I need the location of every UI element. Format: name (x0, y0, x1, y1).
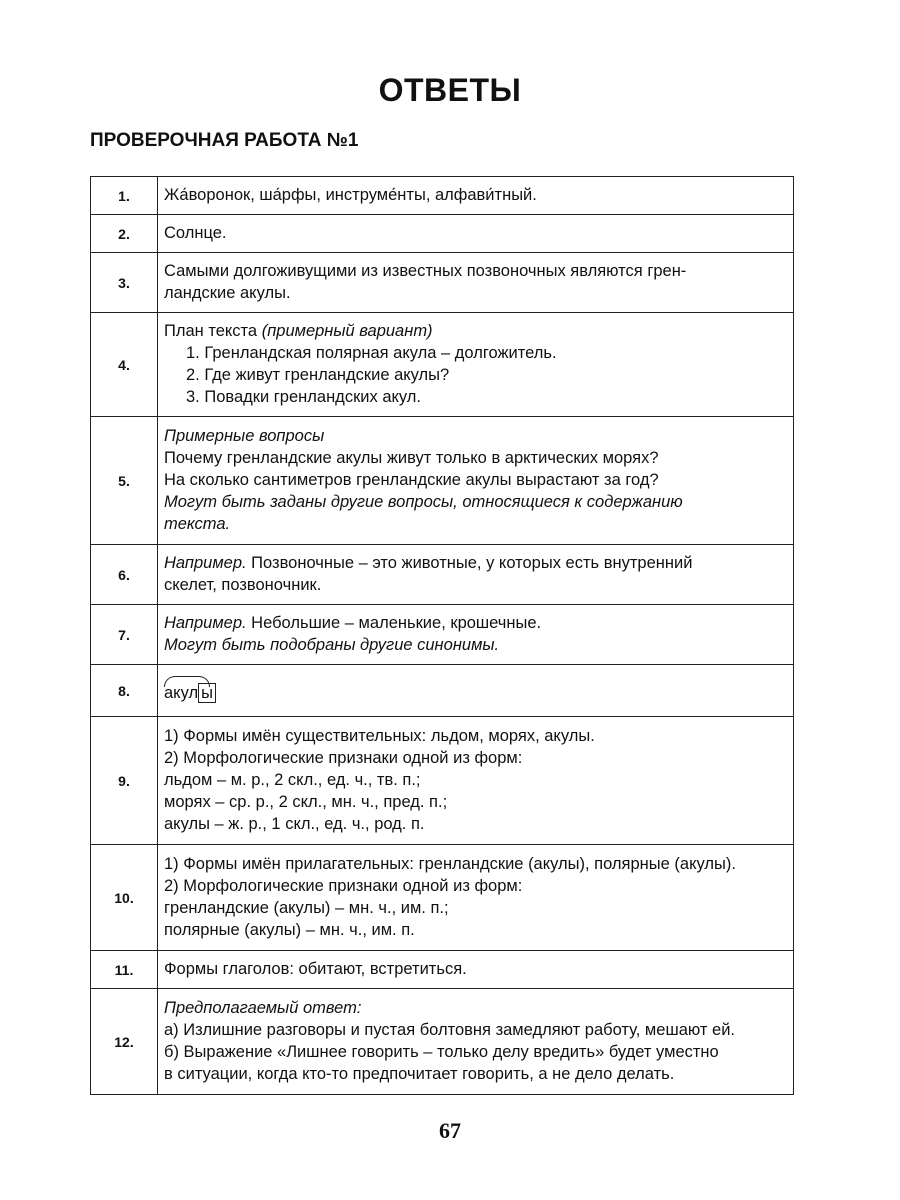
page-number: 67 (439, 1118, 461, 1143)
plan-item: 3. Повадки гренландских акул. (186, 388, 422, 406)
answer-line: Формы глаголов: обитают, встретиться. (164, 960, 467, 978)
word-morpheme-analysis (164, 676, 216, 704)
row-number: 5. (91, 417, 158, 545)
table-row (91, 989, 794, 1095)
answer-cell (158, 845, 794, 951)
answer-cell (158, 665, 794, 717)
plan-item: 2. Где живут гренландские акулы? (186, 366, 450, 384)
table-row (91, 665, 794, 717)
answer-note: Могут быть подобраны другие синонимы. (164, 636, 500, 654)
plan-intro: План текста (164, 322, 262, 340)
answer-line: в ситуации, когда кто-то предпочитает говорить, а не дело делать. (164, 1065, 675, 1083)
answer-line (164, 320, 787, 342)
table-row (91, 845, 794, 951)
row-number: 6. (91, 545, 158, 605)
answer-line: Солнце. (164, 224, 227, 242)
answer-cell (158, 717, 794, 845)
answer-cell (158, 313, 794, 417)
example-prefix: Например. (164, 614, 247, 632)
page-title: ОТВЕТЫ (378, 72, 522, 108)
answer-text: Небольшие – маленькие, крошечные. (246, 614, 542, 632)
answer-cell (158, 253, 794, 313)
answer-cell (158, 215, 794, 253)
answer-line: морях – ср. р., 2 скл., мн. ч., пред. п.; (164, 793, 448, 811)
row-number: 1. (91, 177, 158, 215)
row-number: 8. (91, 665, 158, 717)
answer-line: льдом – м. р., 2 скл., ед. ч., тв. п.; (164, 771, 421, 789)
answer-line: На сколько сантиметров гренландские акулы вырастают за год? (164, 471, 659, 489)
answer-line: Жа́воронок, ша́рфы, инструме́нты, алфави́тный. (164, 186, 537, 204)
answer-line: гренландские (акулы) – мн. ч., им. п.; (164, 899, 449, 917)
answers-table (90, 176, 794, 1095)
word-root: акул (164, 684, 199, 702)
table-row (91, 417, 794, 545)
plan-intro-note: (примерный вариант) (261, 322, 433, 340)
row-number: 4. (91, 313, 158, 417)
answer-line: полярные (акулы) – мн. ч., им. п. (164, 921, 415, 939)
row-number: 10. (91, 845, 158, 951)
row-number: 11. (91, 951, 158, 989)
example-prefix: Например. (164, 554, 247, 572)
section-title: ПРОВЕРОЧНАЯ РАБОТА №1 (90, 130, 359, 151)
answer-cell (158, 177, 794, 215)
answer-line: б) Выражение «Лишнее говорить – только делу вредить» будет уместно (164, 1043, 719, 1061)
answer-line: а) Излишние разговоры и пустая болтовня замедляют работу, мешают ей. (164, 1021, 735, 1039)
table-row (91, 215, 794, 253)
row-number: 2. (91, 215, 158, 253)
table-row (91, 253, 794, 313)
root-arc-mark (164, 676, 210, 687)
answer-heading: Примерные вопросы (164, 427, 325, 445)
answer-note: текста. (164, 515, 231, 533)
plan-item: 1. Гренландская полярная акула – долгожитель. (186, 344, 557, 362)
answer-cell (158, 951, 794, 989)
row-number: 3. (91, 253, 158, 313)
answer-note: Могут быть заданы другие вопросы, относящиеся к содержанию (164, 493, 683, 511)
row-number: 12. (91, 989, 158, 1095)
row-number: 7. (91, 605, 158, 665)
table-row (91, 177, 794, 215)
answer-heading: Предполагаемый ответ: (164, 999, 362, 1017)
answer-cell (158, 545, 794, 605)
answer-line: 2) Морфологические признаки одной из форм: (164, 749, 523, 767)
row-number: 9. (91, 717, 158, 845)
answer-line: 2) Морфологические признаки одной из форм: (164, 877, 523, 895)
answer-line: ландские акулы. (164, 284, 291, 302)
answer-text: Позвоночные – это животные, у которых есть внутренний (246, 554, 693, 572)
word-ending: ы (198, 683, 216, 703)
answer-line (164, 552, 787, 574)
answer-line: скелет, позвоночник. (164, 576, 322, 594)
table-row (91, 951, 794, 989)
table-row (91, 313, 794, 417)
answer-line: акулы – ж. р., 1 скл., ед. ч., род. п. (164, 815, 425, 833)
answer-line: Самыми долгоживущими из известных позвоночных являются грен- (164, 262, 687, 280)
answer-cell (158, 417, 794, 545)
answer-cell (158, 989, 794, 1095)
table-row (91, 545, 794, 605)
table-row (91, 717, 794, 845)
answer-cell (158, 605, 794, 665)
answer-line: 1) Формы имён существительных: льдом, морях, акулы. (164, 727, 595, 745)
answer-line: 1) Формы имён прилагательных: гренландские (акулы), полярные (акулы). (164, 855, 736, 873)
table-row (91, 605, 794, 665)
answer-line (164, 612, 787, 634)
answer-line: Почему гренландские акулы живут только в арктических морях? (164, 449, 659, 467)
